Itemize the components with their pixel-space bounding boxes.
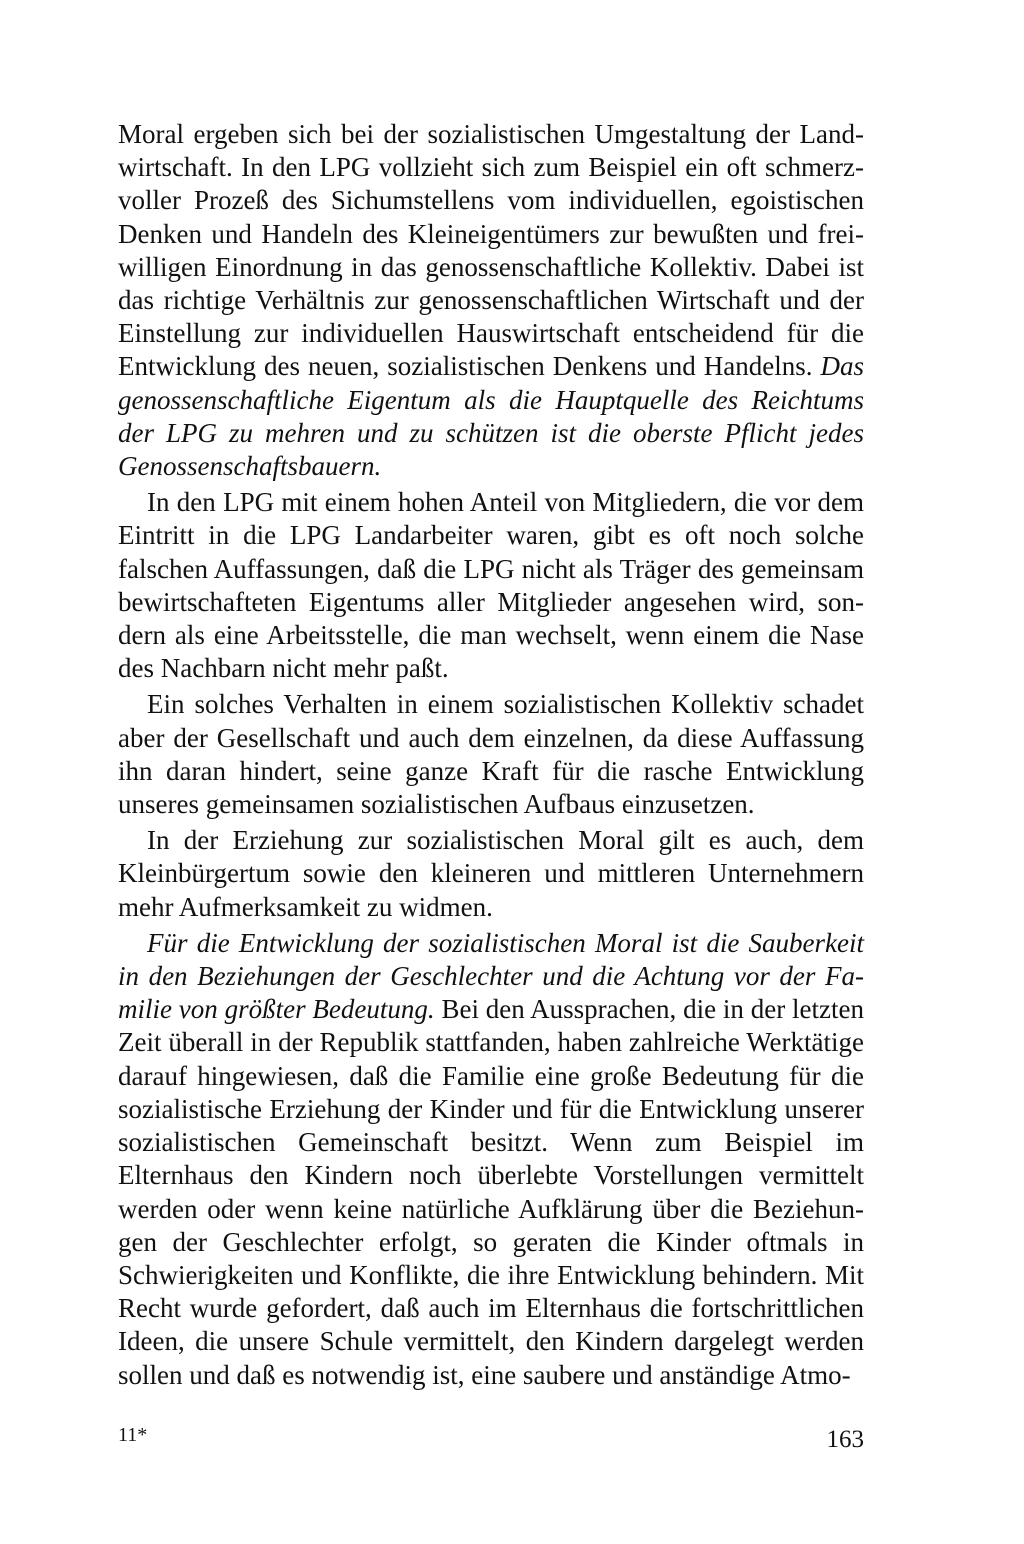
printer-signature: 11*	[118, 1424, 148, 1446]
paragraph-text: Ein solches Verhalten in einem sozialistischen Kollektiv schadet aber der Gesellschaft und auch dem einzelnen, da diese Auffassung ihn daran hindert, seine ganze Kraft für die rasche Entwicklung unseres gemeinsamen sozialistischen Aufbaus einzusetzen.	[118, 689, 864, 820]
paragraph-text: In den LPG mit einem hohen Anteil von Mitgliedern, die vor dem Eintritt in die LPG Landarbeiter waren, gibt es oft noch solche falschen Auffassungen, daß die LPG nicht als Träger des gemeinsam bewirtschafteten Eigentums aller Mitglieder angesehen wird, sondern als eine Arbeitsstelle, die man wechselt, wenn einem die Nase des Nachbarn nicht mehr paßt.	[118, 487, 864, 684]
page-number: 163	[826, 1426, 864, 1453]
paragraph-3	[118, 688, 864, 821]
emphasized-text: Für die Entwicklung der sozialistischen Moral ist die Sauberkeit in den Beziehungen der Geschlechter und die Achtung vor der Familie von größter Bedeutung.	[118, 927, 864, 1025]
paragraph-5	[118, 927, 864, 1392]
body-text	[118, 118, 864, 1392]
paragraph-text: In der Erziehung zur sozialistischen Moral gilt es auch, dem Kleinbürgertum sowie den kleineren und mittleren Unternehmern mehr Aufmerksamkeit zu widmen.	[118, 825, 864, 922]
paragraph-2	[118, 486, 864, 685]
paragraph-1	[118, 118, 864, 483]
paragraph-text: Bei den Aussprachen, die in der letzten Zeit überall in der Republik stattfanden, haben zahlreiche Werktätige darauf hingewiesen, daß die Familie eine große Bedeutung für die sozialistische Erziehung der Kinder und für die Entwicklung unserer sozialistischen Gemeinschaft besitzt. Wenn zum Beispiel im Elternhaus den Kindern noch überlebte Vorstellungen vermittelt werden oder wenn keine natürliche Aufklärung über die Beziehungen der Geschlechter erfolgt, so geraten die Kinder oftmals in Schwierigkeiten und Konflikte, die ihre Entwicklung behindern. Mit Recht wurde gefordert, daß auch im Elternhaus die fortschrittlichen Ideen, die unsere Schule vermittelt, den Kindern dargelegt werden sollen und daß es notwendig ist, eine saubere und anständige Atmo-	[118, 994, 864, 1390]
paragraph-4	[118, 824, 864, 924]
emphasized-text: Das genossenschaftliche Eigentum als die Hauptquelle des Reichtums der LPG zu mehren und zu schützen ist die oberste Pflicht jedes Genossenschaftsbauern.	[118, 351, 864, 482]
paragraph-text: Moral ergeben sich bei der sozialistischen Umgestaltung der Landwirtschaft. In den LPG vollzieht sich zum Beispiel ein oft schmerzvoller Prozeß des Sichumstellens vom individuellen, egoistischen Denken und Handeln des Kleineigentümers zur bewußten und freiwilligen Einordnung in das genossenschaftliche Kollektiv. Dabei ist das richtige Verhältnis zur genossenschaftlichen Wirtschaft und der Einstellung zur individuellen Hauswirtschaft entscheidend für die Entwicklung des neuen, sozialistischen Denkens und Handelns.	[118, 119, 864, 382]
